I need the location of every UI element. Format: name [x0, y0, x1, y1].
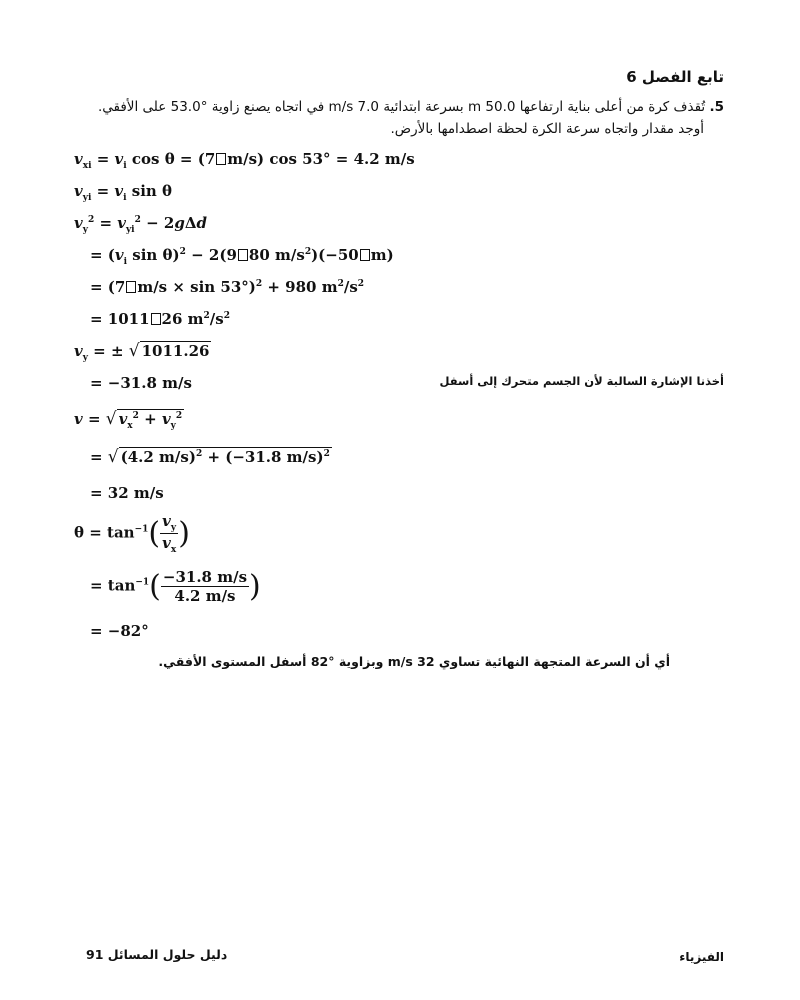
equation-vy-root: $v_y$ = ± √ 1011.26 [74, 341, 210, 363]
equation-vy-squared-result: = 1011 26 $m^2/s^2$ [90, 310, 230, 328]
conclusion-text: أي أن السرعة المتجهة النهائية تساوي 32 m/s وبزاوية °82 أسفل المستوى الأفقي. [158, 654, 670, 669]
equation-v-result: = 32 m/s [90, 484, 164, 502]
equation-vxi: $v_{xi} = v_i$ cos θ = (7 m/s) cos 53° = 4.2 m/s [74, 150, 415, 171]
problem-number: 5. [709, 99, 724, 115]
equation-substitution: = ($v_i$ sin θ)$^2$ − 2(9 80 $m/s^2)(-50$ m) [90, 246, 394, 267]
equation-vy-squared: $v_y^2 = v_{yi}^2 - 2g\Delta d$ [74, 214, 207, 235]
equation-v-numeric: = √ (4.2 m/s)$^2$ + (−31.8 m/s)$^2$ [90, 447, 330, 467]
equation-vyi: $v_{yi} = v_i$ sin θ [74, 182, 173, 203]
equation-vy-result: = −31.8 m/s [90, 374, 192, 392]
equation-v-magnitude: v = √ $v_x^2 + v_y^2$ [74, 409, 183, 431]
footer-page: دليل حلول المسائل 91 [86, 947, 228, 962]
equation-theta-numeric: = $\tan^{-1}$( $\frac{-31.8 m/s}{4.2 m/s}$ ) [90, 568, 261, 605]
problem-text-1: تُقذف كرة من أعلى بناية ارتفاعها 50.0 m بسرعة ابتدائية 7.0 m/s في اتجاه يصنع زاوية °53.0 على الأفقي. [97, 99, 706, 115]
equation-numeric: = (7 m/s × sin 53°)$^2$ + 980 $m^2/s^2$ [90, 278, 365, 296]
chapter-heading: تابع الفصل 6 [626, 68, 724, 86]
sign-note: أخذنا الإشارة السالبة لأن الجسم متحرك إلى أسفل [439, 374, 724, 388]
footer-subject: الفيزياء [679, 950, 724, 964]
equation-theta-result: = −82° [90, 622, 149, 640]
problem-statement-line1 [98, 99, 724, 115]
equation-theta: $\theta = \tan^{-1}$( $\frac{v_y}{v_x}$ ) [74, 512, 190, 555]
problem-statement-line2: أوجد مقدار واتجاه سرعة الكرة لحظة اصطدامها بالأرض. [390, 121, 704, 137]
